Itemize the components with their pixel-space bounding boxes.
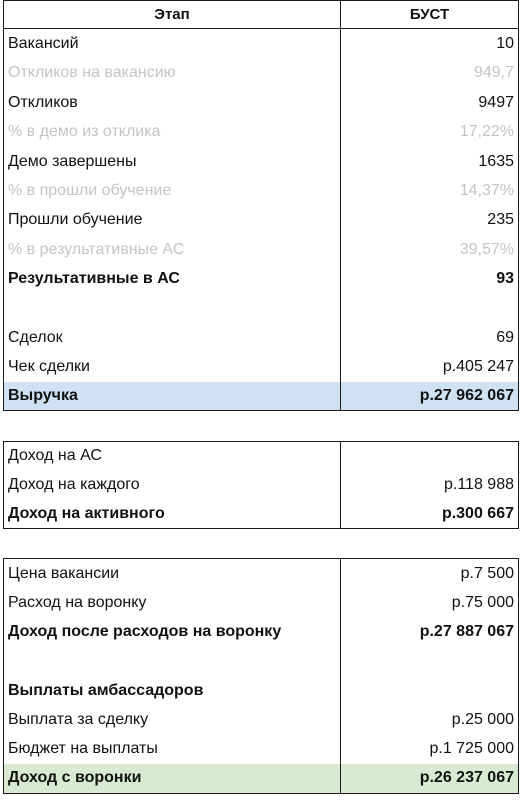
table-row xyxy=(3,558,519,587)
row-value[interactable]: 14,37% xyxy=(341,176,519,205)
row-value[interactable]: р.27 962 067 xyxy=(341,382,519,410)
row-label xyxy=(3,411,341,440)
table-row xyxy=(3,617,519,646)
table-row-empty xyxy=(3,294,519,323)
table-row xyxy=(3,470,519,499)
row-value[interactable]: р.26 237 067 xyxy=(341,764,519,792)
row-value[interactable]: р.1 725 000 xyxy=(341,735,519,764)
table-row xyxy=(3,588,519,617)
row-value[interactable]: 949,7 xyxy=(341,59,519,88)
row-label[interactable] xyxy=(3,647,341,676)
row-label[interactable]: % в результативные АС xyxy=(3,235,341,264)
row-value[interactable]: р.7 500 xyxy=(341,559,519,587)
funnel-table xyxy=(3,0,519,794)
row-value[interactable]: р.300 667 xyxy=(341,500,519,528)
table-row xyxy=(3,118,519,147)
row-value[interactable] xyxy=(341,676,519,705)
table-row xyxy=(3,323,519,352)
table-row xyxy=(3,147,519,176)
row-label[interactable]: Доход после расходов на воронку xyxy=(3,617,341,646)
row-label[interactable]: Результативные в АС xyxy=(3,265,341,294)
row-label[interactable]: Демо завершены xyxy=(3,147,341,176)
row-value[interactable]: 235 xyxy=(341,206,519,235)
row-value[interactable]: 10 xyxy=(341,29,519,58)
row-label[interactable]: Выплаты амбассадоров xyxy=(3,676,341,705)
row-label[interactable]: Бюджет на выплаты xyxy=(3,735,341,764)
row-label[interactable]: Выплата за сделку xyxy=(3,705,341,734)
row-value[interactable]: 93 xyxy=(341,265,519,294)
table-row xyxy=(3,441,519,470)
row-label[interactable]: Прошли обучение xyxy=(3,206,341,235)
table-row xyxy=(3,500,519,529)
row-label[interactable]: Доход с воронки xyxy=(3,764,341,792)
table-row-section xyxy=(3,676,519,705)
row-value xyxy=(341,411,519,440)
row-value[interactable] xyxy=(341,294,519,323)
table-row xyxy=(3,29,519,58)
table-row-empty xyxy=(3,647,519,676)
row-label[interactable]: Чек сделки xyxy=(3,353,341,382)
table-row-funnel-income xyxy=(3,764,519,793)
row-label[interactable]: Цена вакансии xyxy=(3,559,341,587)
table-row xyxy=(3,59,519,88)
header-value[interactable]: БУСТ xyxy=(341,1,519,28)
row-label[interactable]: % в демо из отклика xyxy=(3,118,341,147)
row-value[interactable]: р.118 988 xyxy=(341,470,519,499)
row-label[interactable]: % в прошли обучение xyxy=(3,176,341,205)
table-gap xyxy=(3,411,519,440)
row-label xyxy=(3,529,341,558)
table-gap xyxy=(3,529,519,558)
row-label[interactable]: Доход на каждого xyxy=(3,470,341,499)
table-row xyxy=(3,705,519,734)
table-row xyxy=(3,735,519,764)
row-value[interactable]: 17,22% xyxy=(341,118,519,147)
row-label[interactable]: Расход на воронку xyxy=(3,588,341,617)
table-row xyxy=(3,206,519,235)
row-value[interactable] xyxy=(341,442,519,470)
row-label[interactable]: Откликов xyxy=(3,88,341,117)
row-value[interactable]: р.405 247 xyxy=(341,353,519,382)
table-row-revenue xyxy=(3,382,519,411)
header-stage[interactable]: Этап xyxy=(3,1,341,28)
row-label[interactable] xyxy=(3,294,341,323)
table-row xyxy=(3,176,519,205)
row-value[interactable]: р.25 000 xyxy=(341,705,519,734)
row-value[interactable] xyxy=(341,647,519,676)
table-row xyxy=(3,353,519,382)
row-value xyxy=(341,529,519,558)
row-label[interactable]: Сделок xyxy=(3,323,341,352)
row-value[interactable]: р.27 887 067 xyxy=(341,617,519,646)
table-row xyxy=(3,88,519,117)
table-row xyxy=(3,235,519,264)
row-value[interactable]: 69 xyxy=(341,323,519,352)
row-value[interactable]: р.75 000 xyxy=(341,588,519,617)
table-header-row xyxy=(3,0,519,29)
row-label[interactable]: Выручка xyxy=(3,382,341,410)
row-label[interactable]: Откликов на вакансию xyxy=(3,59,341,88)
row-label[interactable]: Доход на АС xyxy=(3,442,341,470)
row-value[interactable]: 39,57% xyxy=(341,235,519,264)
row-value[interactable]: 9497 xyxy=(341,88,519,117)
row-label[interactable]: Доход на активного xyxy=(3,500,341,528)
row-value[interactable]: 1635 xyxy=(341,147,519,176)
row-label[interactable]: Вакансий xyxy=(3,29,341,58)
table-row xyxy=(3,265,519,294)
